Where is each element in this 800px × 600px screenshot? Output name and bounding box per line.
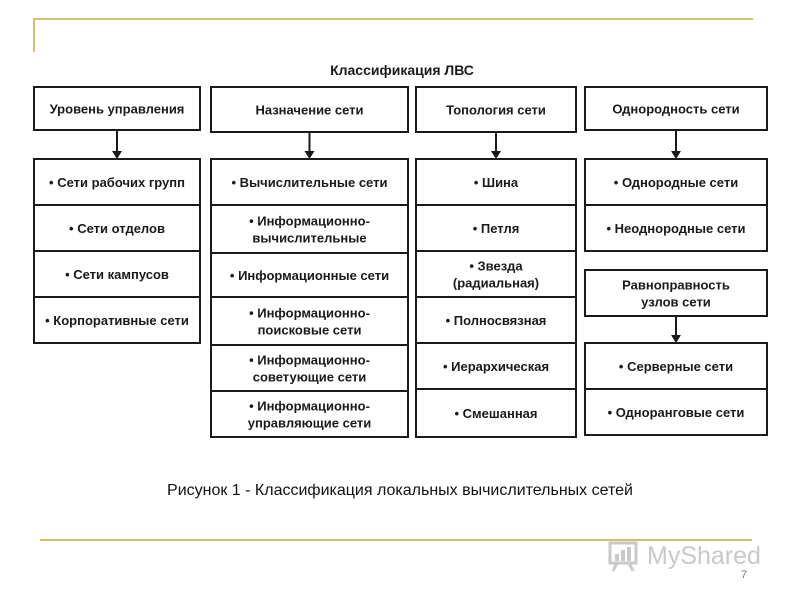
list-item-line: • Сети кампусов xyxy=(65,267,169,282)
diagram-title: Классификация ЛВС xyxy=(330,62,474,78)
header-network-purpose xyxy=(255,103,363,118)
list-item-line: управляющие сети xyxy=(247,415,372,431)
list-item-line: • Сети отделов xyxy=(69,221,165,236)
presentation-chart-icon xyxy=(607,539,641,573)
watermark-text: MyShared xyxy=(647,542,761,570)
list-item xyxy=(69,221,165,236)
list-item xyxy=(443,359,549,374)
list-item xyxy=(608,405,745,420)
header-node-equality-line: Равноправность xyxy=(622,277,730,293)
list-item xyxy=(614,175,738,190)
list-item xyxy=(446,313,547,328)
list-item-line: • Полносвязная xyxy=(445,313,547,328)
list-item-line: • Информационные сети xyxy=(229,268,390,283)
list-item-line: • Смешанная xyxy=(454,406,538,421)
list-item-line: • Сети рабочих групп xyxy=(49,175,185,190)
list-item xyxy=(49,175,185,190)
header-node-equality-line: узлов сети xyxy=(641,294,711,310)
list-item-line: • Петля xyxy=(472,221,520,236)
list-item xyxy=(474,175,519,190)
list-item xyxy=(65,267,169,282)
header-management-level-arrow xyxy=(112,130,122,159)
header-node-equality-arrow xyxy=(671,316,681,343)
list-item-line: • Иерархическая xyxy=(442,359,550,374)
list-item-line: • Однородные сети xyxy=(613,175,739,190)
list-item-line: • Информационно- xyxy=(249,398,370,414)
header-network-homogeneity-arrow xyxy=(671,130,681,159)
list-item-line: • Звезда xyxy=(469,258,523,274)
list-item-line: • Информационно- xyxy=(249,305,370,321)
list-item-line: • Информационно- xyxy=(249,213,370,229)
list-item-line: вычислительные xyxy=(252,230,367,246)
header-network-purpose-arrow xyxy=(305,132,315,159)
header-network-purpose-line: Назначение сети xyxy=(255,102,364,118)
diagram-body xyxy=(34,87,767,437)
list-item xyxy=(230,268,389,283)
myshared-logo xyxy=(607,539,777,573)
list-item-line: • Неоднородные сети xyxy=(606,221,746,236)
list-item-line: (радиальная) xyxy=(452,275,540,291)
header-network-homogeneity-line: Однородность сети xyxy=(612,101,740,117)
list-item xyxy=(473,221,520,236)
list-item xyxy=(619,359,733,374)
list-item xyxy=(45,313,189,328)
header-network-topology-arrow xyxy=(491,132,501,159)
list-item-line: советующие сети xyxy=(252,369,367,385)
list-item-line: поисковые сети xyxy=(257,322,362,338)
list-item-line: • Шина xyxy=(473,175,519,190)
page-number: 7 xyxy=(741,569,748,581)
header-network-homogeneity xyxy=(612,102,739,117)
list-item-line: • Серверные сети xyxy=(618,359,734,374)
list-item xyxy=(455,406,538,421)
list-item-line: • Корпоративные сети xyxy=(45,313,189,328)
header-management-level-line: Уровень управления xyxy=(49,101,185,117)
list-item xyxy=(606,221,745,236)
figure-caption: Рисунок 1 - Классификация локальных вычислительных сетей xyxy=(167,482,633,499)
list-item xyxy=(232,175,388,190)
header-management-level xyxy=(50,102,185,117)
list-item-line: • Информационно- xyxy=(249,352,370,368)
header-network-topology xyxy=(446,103,546,118)
list-item-line: • Вычислительные сети xyxy=(231,175,388,190)
header-network-topology-line: Топология сети xyxy=(446,102,546,118)
list-item-line: • Одноранговые сети xyxy=(607,405,745,420)
